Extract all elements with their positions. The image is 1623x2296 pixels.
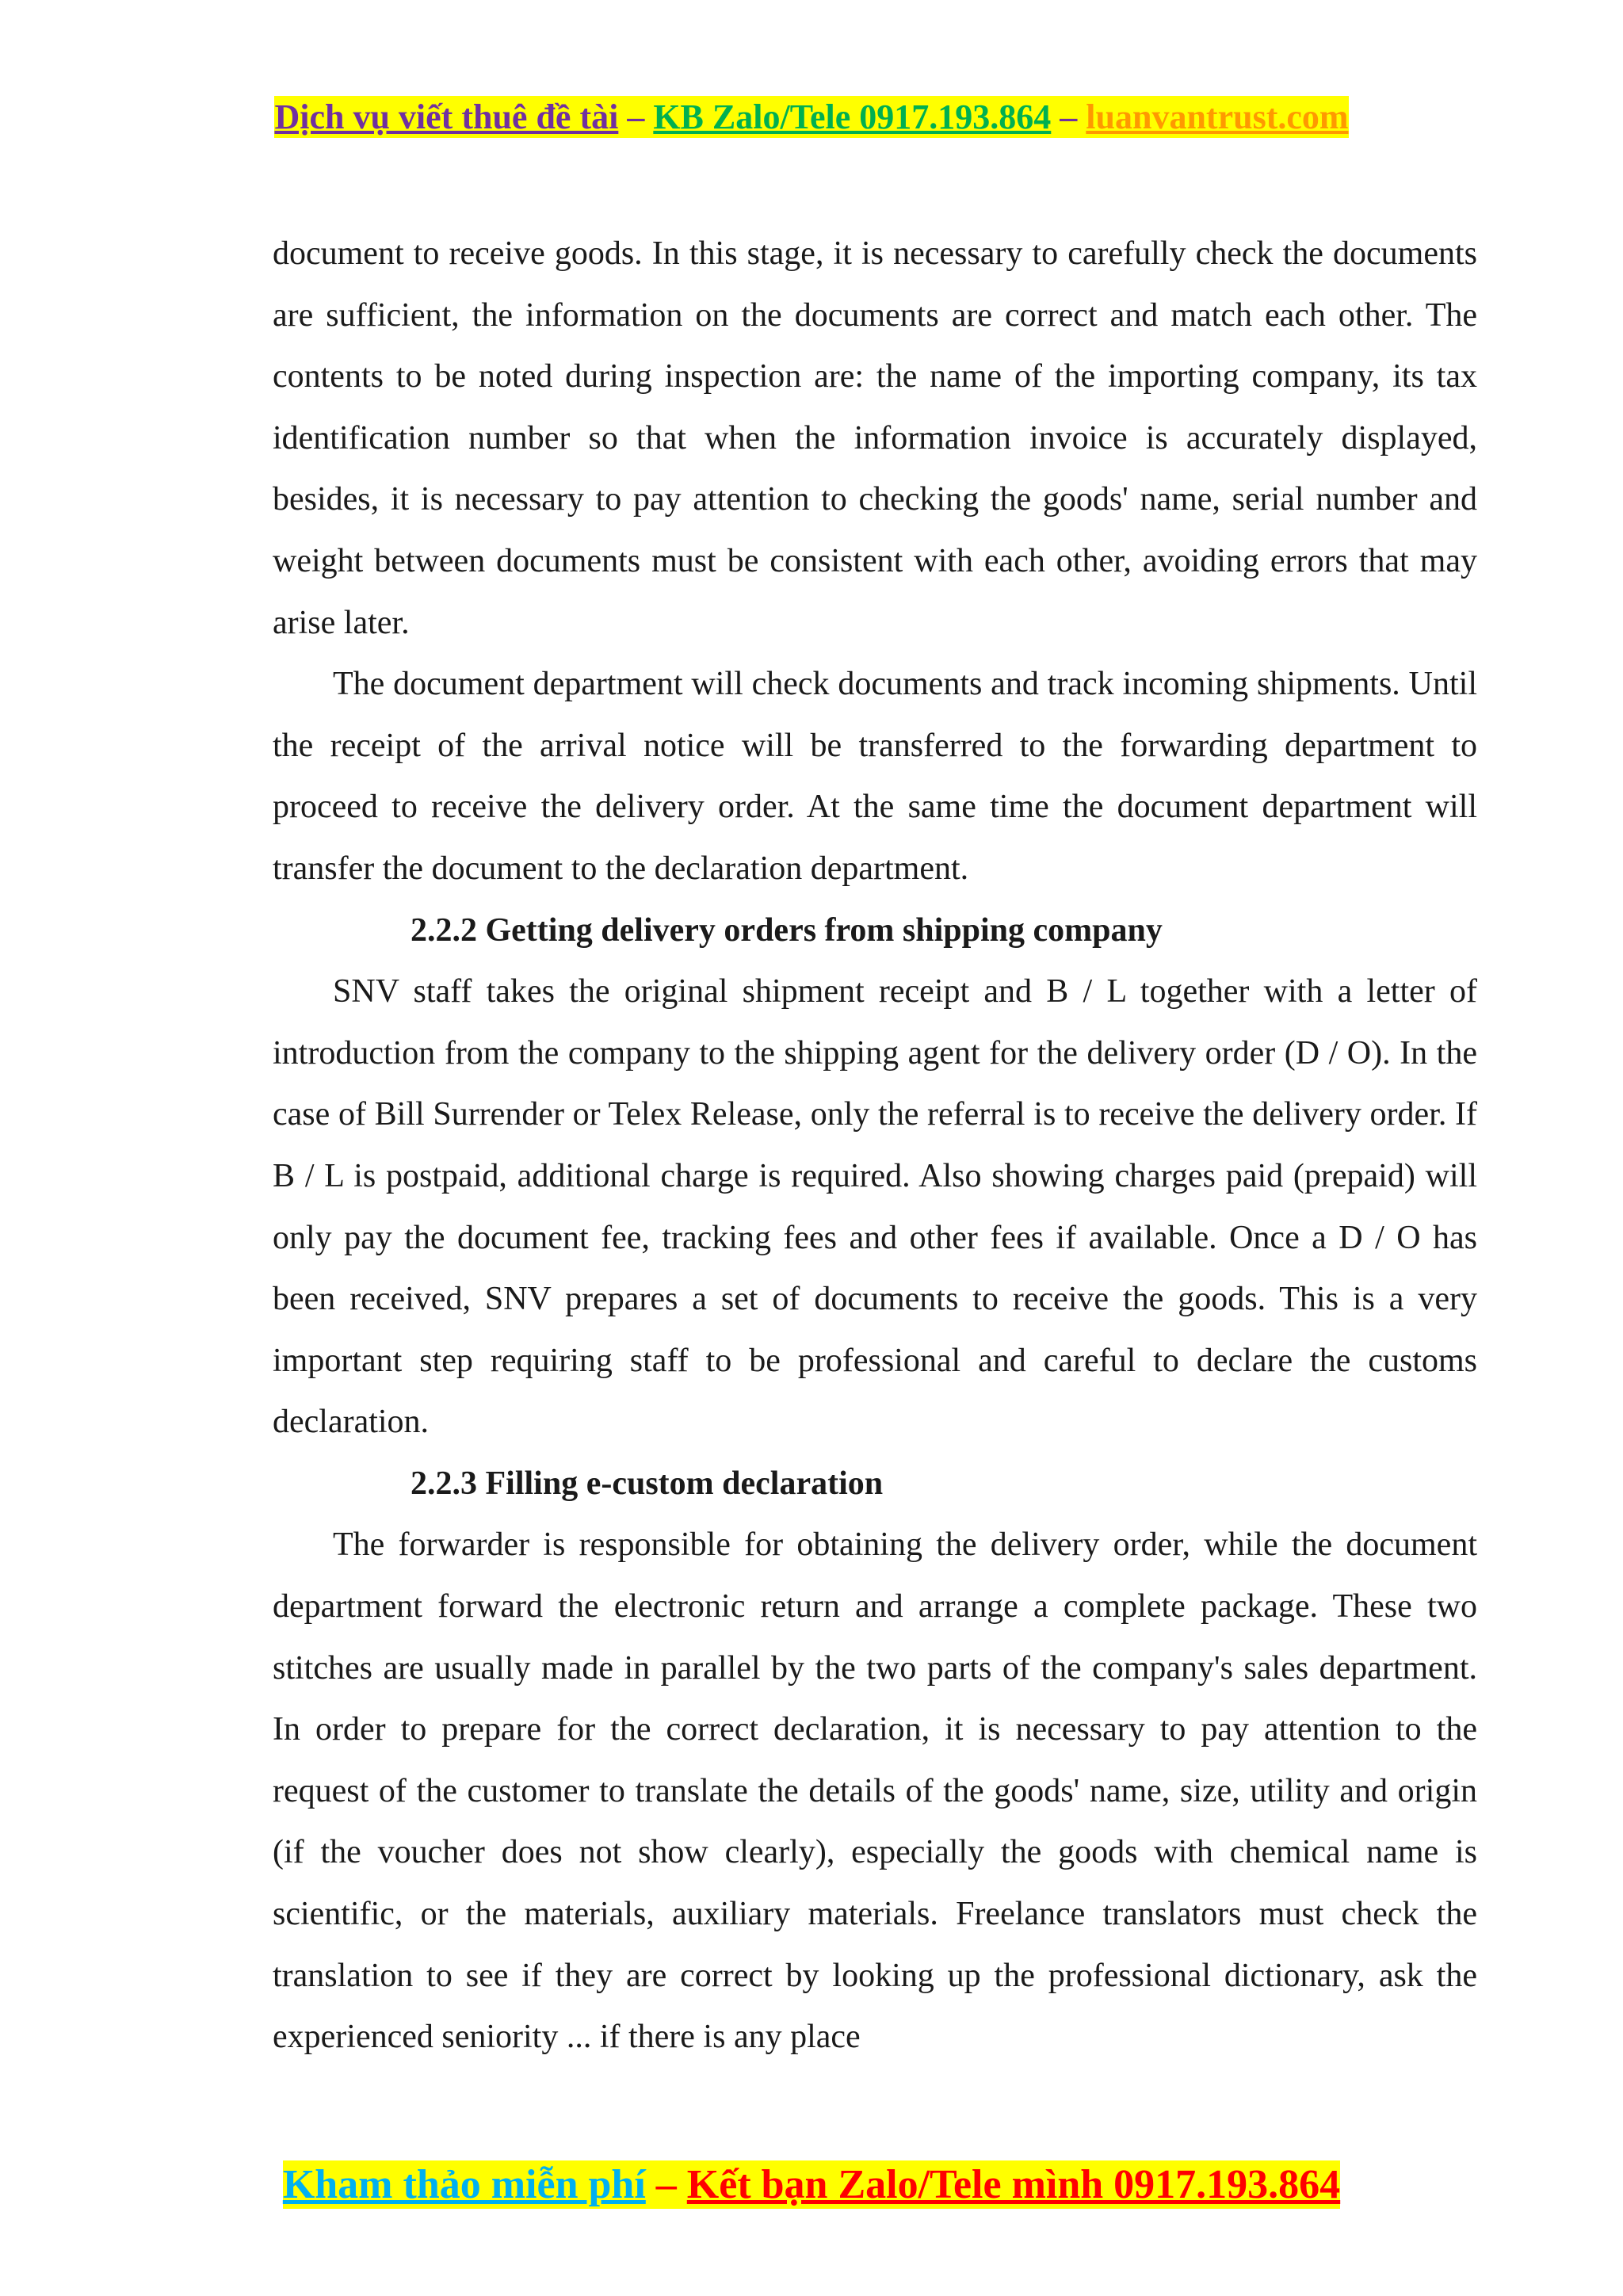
footer-separator: –	[645, 2162, 687, 2207]
section-heading-2-2-3: 2.2.3 Filling e-custom declaration	[411, 1465, 884, 1502]
section-heading-2-2-2: 2.2.2 Getting delivery orders from shipping company	[411, 911, 1163, 949]
header-separator-2: –	[1051, 97, 1086, 136]
footer-highlight	[283, 2160, 1340, 2209]
header-highlight	[274, 96, 1348, 138]
paragraph-4: The forwarder is responsible for obtaining the delivery order, while the document department forward the electronic return and arrange a complete package. These two stitches are usually made in parallel by the two parts of the company's sales department. In order to prepare for the correct declaration, it is necessary to pay attention to the request of the customer to translate the details of the goods' name, size, utility and origin (if the voucher does not show clearly), especially the goods with chemical name is scientific, or the materials, auxiliary materials. Freelance translators must check the translation to see if they are correct by looking up the professional dictionary, ask the experienced seniority ... if there is any place	[273, 1526, 1477, 2056]
header-website-link[interactable]: luanvantrust.com	[1086, 97, 1349, 136]
document-body	[273, 223, 1477, 2069]
paragraph-2: The document department will check documents and track incoming shipments. Until the receipt of the arrival notice will be transferred to the forwarding department to proceed to receive the delivery order. At the same time the document department will transfer the document to the declaration department.	[273, 666, 1477, 887]
page-header-banner	[0, 94, 1623, 141]
footer-contact-link[interactable]: Kết bạn Zalo/Tele mình 0917.193.864	[686, 2162, 1341, 2207]
header-contact-link[interactable]: KB Zalo/Tele 0917.193.864	[653, 97, 1052, 136]
footer-free-reference-link[interactable]: Kham thảo miễn phí	[282, 2162, 646, 2207]
paragraph-3: SNV staff takes the original shipment receipt and B / L together with a letter of introduction from the company to the shipping agent for the delivery order (D / O). In the case of Bill Surrender or Telex Release, only the referral is to receive the delivery order. If B / L is postpaid, additional charge is required. Also showing charges paid (prepaid) will only pay the document fee, tracking fees and other fees if available. Once a D / O has been received, SNV prepares a set of documents to receive the goods. This is a very important step requiring staff to be professional and careful to declare the customs declaration.	[273, 973, 1477, 1441]
paragraph-1: document to receive goods. In this stage, it is necessary to carefully check the documents are sufficient, the information on the documents are correct and match each other. The contents to be noted during inspection are: the name of the importing company, its tax identification number so that when the information invoice is accurately displayed, besides, it is necessary to pay attention to checking the goods' name, serial number and weight between documents must be consistent with each other, avoiding errors that may arise later.	[273, 235, 1477, 641]
header-separator-1: –	[618, 97, 654, 136]
header-service-link[interactable]: Dịch vụ viết thuê đề tài	[274, 97, 619, 136]
page-footer-banner	[0, 2157, 1623, 2213]
